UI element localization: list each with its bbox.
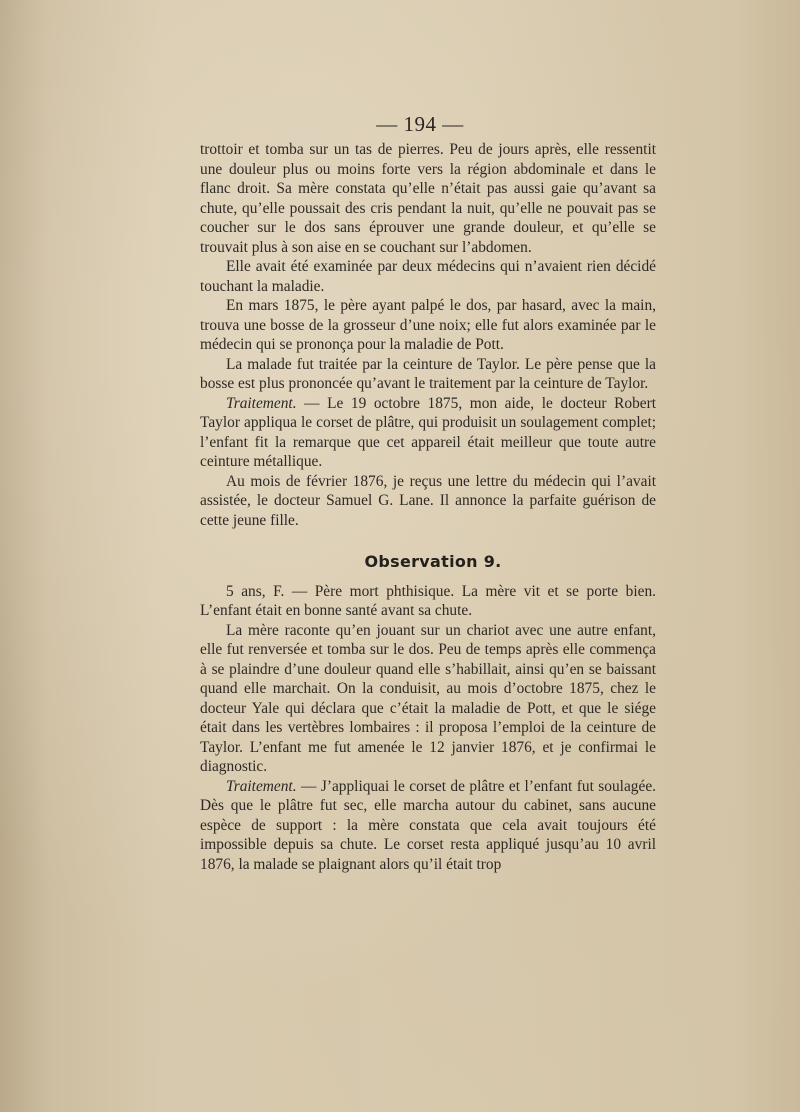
paragraph-lead: Traitement. <box>226 394 297 412</box>
paragraph <box>200 140 656 257</box>
paragraph-text: Au mois de février 1876, je reçus une lettre du médecin qui l’avait assistée, le docteur Samuel G. Lane. Il annonce la parfaite guérison de cette jeune fille. <box>200 472 656 529</box>
paragraph <box>200 621 656 777</box>
paragraph <box>200 777 656 875</box>
paragraph <box>200 472 656 531</box>
body-text <box>200 140 656 874</box>
page-number: — 194 — <box>376 112 464 136</box>
paragraph-text: Elle avait été examinée par deux médecins qui n’avaient rien décidé touchant la maladie. <box>200 258 656 295</box>
paragraph-text: La mère raconte qu’en jouant sur un chariot avec une autre enfant, elle fut renversée et tomba sur le dos. Peu de temps après elle commença à se plaindre d’une douleur quand elle s’habillait, ainsi qu’en se baissant quand elle marchait. On la conduisit, au mois d’octobre 1875, chez le docteur Yale qui déclara que c’était la maladie de Pott, et que le siége était dans les vertèbres lombaires : il proposa l’emploi de la ceinture de Taylor. L’enfant me fut amenée le 12 janvier 1876, et je confirmai le diagnostic. <box>200 621 656 775</box>
paragraph-text: 5 ans, F. — Père mort phthisique. La mère vit et se porte bien. L’enfant était en bonne santé avant sa chute. <box>200 582 656 619</box>
paragraph <box>200 355 656 394</box>
paragraph-lead: Traitement. <box>226 777 297 795</box>
paragraph-text: En mars 1875, le père ayant palpé le dos, par hasard, avec la main, trouva une bosse de la grosseur d’une noix; elle fut alors examinée par le médecin qui se prononça pour la maladie de Pott. <box>200 297 656 353</box>
paragraph-text: — Le 19 octobre 1875, mon aide, le docteur Robert Taylor appliqua le corset de plâtre, qui produisit un soulagement complet; l’enfant fit la remarque que cet appareil était meilleur que toute autre ceinture métallique. <box>200 394 656 470</box>
section-heading: Observation 9. <box>364 552 502 571</box>
paragraph <box>200 394 656 472</box>
paragraph <box>200 257 656 296</box>
paragraph-text: La malade fut traitée par la ceinture de Taylor. Le père pense que la bosse est plus prononcée qu’avant le traitement par la ceinture de Taylor. <box>200 355 656 392</box>
paragraphs-before-heading <box>200 140 656 530</box>
paragraphs-after-heading <box>200 582 656 875</box>
paragraph-text: — J’appliquai le corset de plâtre et l’enfant fut soulagée. Dès que le plâtre fut sec, elle marcha autour du cabinet, sans aucune espèce de support : la mère constata que cela avait toujours été impossible depuis sa chute. Le corset resta appliqué jusqu’au 10 avril 1876, la malade se plaignant alors qu’il était trop <box>200 777 656 873</box>
paragraph-text: trottoir et tomba sur un tas de pierres. Peu de jours après, elle ressentit une douleur plus ou moins forte vers la région abdominale et dans le flanc droit. Sa mère constata qu’elle n’était pas aussi gaie qu’avant sa chute, qu’elle poussait des cris pendant la nuit, qu’elle ne pouvait pas se coucher sur le dos sans éprouver une grande douleur, et qu’elle se trouvait plus à son aise en se couchant sur l’abdomen. <box>200 141 656 256</box>
paragraph <box>200 582 656 621</box>
paragraph <box>200 296 656 355</box>
